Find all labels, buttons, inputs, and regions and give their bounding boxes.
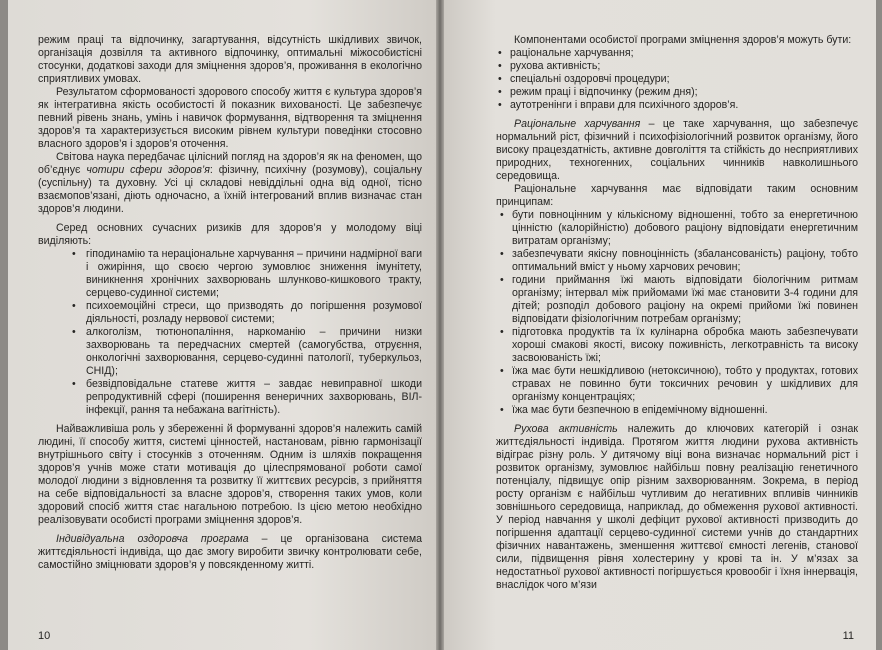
- list-item: • спеціальні оздоровчі процедури;: [496, 73, 858, 86]
- emphasis: Раціональне харчування: [514, 118, 641, 130]
- text-span: Світова наука передбачає цілісний погляд на здоров’я як на феномен, що об’єднує: [38, 151, 422, 176]
- emphasis: Рухова активність: [514, 423, 618, 435]
- paragraph: режим праці та відпочинку, загартування, відсутність шкідливих звичок, організація дозвілля та активного відпочинку, оптимальні міжособистісні стосунки, додаткові заходи для зміцнення здоров’я, проживання в екологічно сприятливих умовах.: [38, 34, 422, 85]
- left-page-text: [38, 34, 422, 572]
- right-page-text: [496, 34, 858, 592]
- text-span: – це таке харчування, що забезпечує нормальний ріст, фізичний і психофізіологічний розвиток організму, його високу працездатність, активне довголіття та стійкість до несприятливих природних, техногенних, соціальних чинників навколишнього середовища.: [496, 118, 858, 182]
- list-item: • забезпечувати якісну повноцінність (збалансованість) раціону, тобто оптимальний вміст у ньому харчових речовин;: [496, 248, 858, 274]
- list-item: • рухова активність;: [496, 60, 858, 73]
- paragraph: Раціональне харчування має відповідати таким основним принципам:: [496, 183, 858, 208]
- list-item: • гіподинамію та нераціональне харчування – причини надмірної ваги і ожиріння, що своєю чергою зумовлює зниження імунітету, виникнення хронічних захворювань шлунково-кишкового тракту, серцево-судинної системи;: [38, 248, 422, 300]
- principles-list: [496, 209, 858, 417]
- list-item: • їжа має бути нешкідливою (нетоксичною), тобто у продуктах, готових стравах не повинно бути токсичних речовин у шкідливих для організму концентраціях;: [496, 365, 858, 404]
- text-span: належить до ключових категорій і ознак життєдіяльності індивіда. Протягом життя людини рухова активність відіграє різну роль. У дитячому віці вона визначає нормальний ріст і розвиток організму, зумовлює найбільш повну реалізацію генетичного потенціалу, підвищує опір різним захворюванням. Зокрема, в період росту організм є найбільш чутливим до негативних впливів чинників зовнішнього середовища, наприклад, до обмеження рухової активності. У період навчання у школі дефіцит рухової активності призводить до погіршення адаптації серцево-судинної системи учнів до стандартних фізичних навантажень, зменшення життєвої ємності легенів, станової сили, підвищення рівня холестерину у крові та ін. У м’язах за недостатньої рухової активності погіршується кровообіг і їхня іннервація, внаслідок чого м’язи: [496, 423, 859, 591]
- list-item: • підготовка продуктів та їх кулінарна обробка мають забезпечувати хороші смакові якості, високу поживність, легкотравність та високу засвоюваність їжі;: [496, 326, 858, 365]
- paragraph: Серед основних сучасних ризиків для здоров’я у молодому віці виділяють:: [38, 222, 422, 247]
- components-list: [496, 47, 858, 112]
- paragraph: Результатом сформованості здорового способу життя є культура здоров’я як інтегративна якість особистості й показник вихованості. Це забезпечує певний рівень знань, умінь і навичок формування, відтворення та зміцнення здоров’я та характеризується високим рівнем культури поведінки стосовно власного здоров’я і здоров’я оточення.: [38, 86, 422, 150]
- list-item: • безвідповідальне статеве життя – завдає невиправної шкоди репродуктивній сфері (поширення венеричних захворювань, ВІЛ-інфекції, рання та небажана вагітність).: [38, 378, 422, 417]
- emphasis: чотири сфери здоров’я: [86, 164, 210, 176]
- list-item: • бути повноцінним у кількісному відношенні, тобто за енергетичною цінністю (калорійністю) добового раціону відповідати енергетичним витратам організму;: [496, 209, 858, 248]
- paragraph: Найважливіша роль у збереженні й формуванні здоров’я належить самій людині, її способу життя, системі цінностей, настановам, рівню гармонізації внутрішнього світу і стосунків з оточенням. Одним із шляхів покращення здоров’я учнів може стати мотивація до цілеспрямованої роботи самої молодої людини з відновлення та розвитку її життєвих ресурсів, з прийняття на себе відповідальності за власне здоров’я, створення таких умов, коли здоровий спосіб життя стає нагальною потребою. Із цією метою необхідно реалізовувати особисті програми зміцнення здоров’я.: [38, 423, 422, 526]
- paragraph: [38, 151, 422, 216]
- text-span: – це організована система життєдіяльності індивіда, що дає змогу виробити звичку контролювати себе, самостійно зміцнювати здоров’я у повсякденному житті.: [38, 533, 422, 571]
- list-item: • психоемоційні стреси, що призводять до погіршення розумової діяльності, розладу нервової системи;: [38, 300, 422, 326]
- book-gutter: [436, 0, 444, 650]
- page-number: 11: [842, 630, 854, 642]
- left-page: [8, 0, 436, 650]
- list-item: • раціональне харчування;: [496, 47, 858, 60]
- paragraph: Компонентами особистої програми зміцнення здоров’я можуть бути:: [514, 34, 852, 46]
- list-item: • години приймання їжі мають відповідати біологічним ритмам організму; інтервал між прийомами їжі має становити 3-4 години для дітей; розподіл добового раціону на окремі прийоми їжі повинен відповідати фізіологічним потребам організму;: [496, 274, 858, 326]
- list-item: • режим праці і відпочинку (режим дня);: [496, 86, 858, 99]
- paragraph: [496, 118, 858, 183]
- list-item: • алкоголізм, тютюнопаління, наркоманію – причини низки захворювань та передчасних смертей (самогубства, отруєння, онкологічні захворювання, серцево-судинні патології, туберкульоз, СНІД);: [38, 326, 422, 378]
- right-page: [444, 0, 876, 650]
- paragraph: [496, 423, 858, 592]
- list-item: • їжа має бути безпечною в епідемічному відношенні.: [496, 404, 858, 417]
- paragraph: [38, 533, 422, 572]
- emphasis: Індивідуальна оздоровча програма: [56, 533, 249, 545]
- text-span: : фізичну, психічну (розумову), соціальну (суспільну) та духовну. Усі ці складові невіддільні одна від одної, тісно взаємопов’язані, діють одночасно, а їхній інтегрований вплив визначає стан здоров’я людини.: [38, 164, 422, 215]
- risks-list: [38, 248, 422, 417]
- page-number: 10: [38, 630, 51, 642]
- list-item: • аутотренінги і вправи для психічного здоров’я.: [496, 99, 858, 112]
